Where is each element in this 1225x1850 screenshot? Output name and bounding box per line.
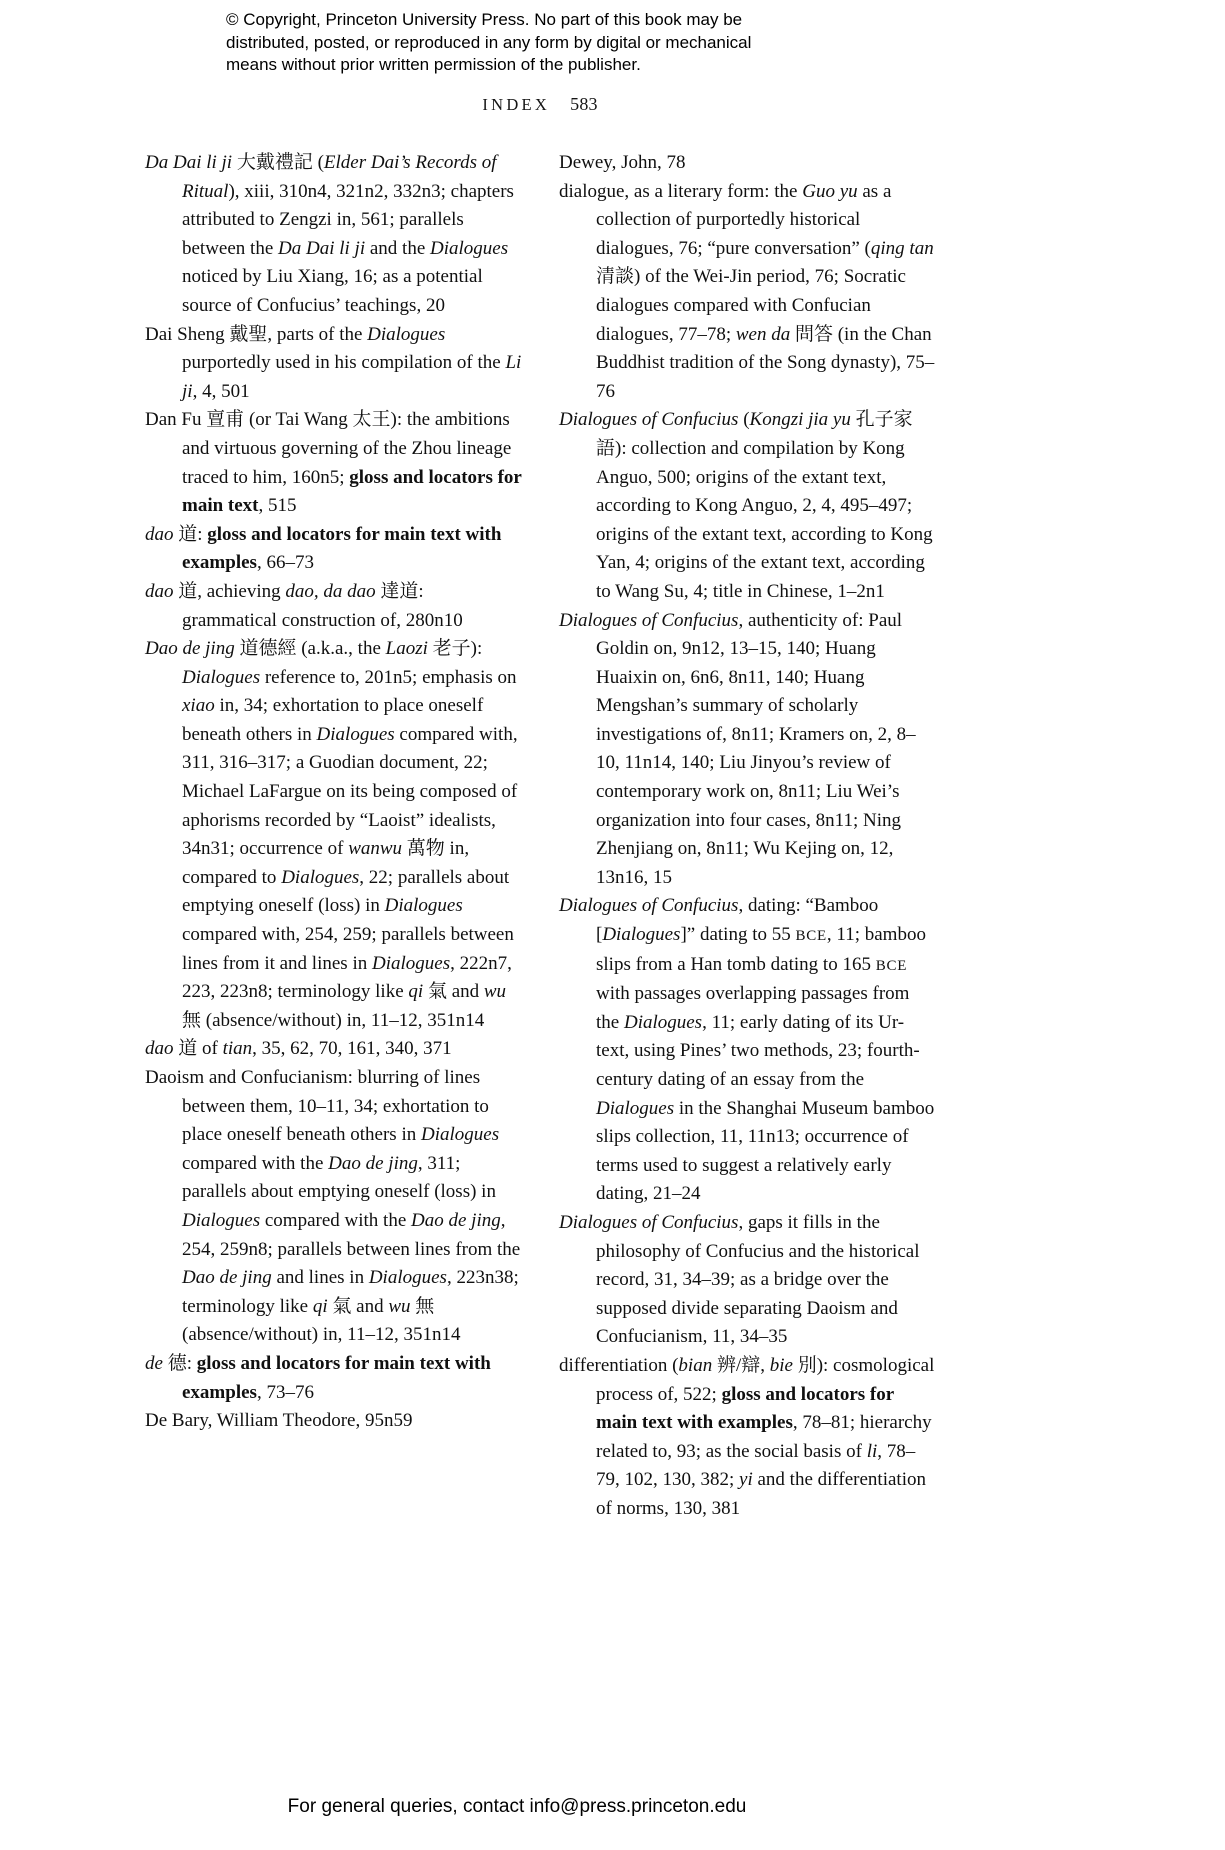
- copyright-notice: [226, 9, 751, 77]
- page-number: 583: [570, 94, 598, 114]
- index-entry: Dialogues of Confucius, dating: “Bamboo [Dialogues]” dating to 55 BCE, 11; bamboo slips from a Han tomb dating to 165 BCE with passages overlapping passages from the Dialogues, 11; early dating of its Ur-text, using Pines’ two methods, 23; fourth-century dating of an essay from the Dialogues in the Shanghai Museum bamboo slips collection, 11, 11n13; occurrence of terms used to suggest a relatively early dating, 21–24: [559, 895, 935, 1205]
- index-entry: Dewey, John, 78: [559, 152, 686, 173]
- index-column-right: [559, 149, 937, 1524]
- index-entry: differentiation (bian 辨/辯, bie 別): cosmological process of, 522; gloss and locators for main text with examples, 78–81; hierarchy related to, 93; as the social basis of li, 78–79, 102, 130, 382; yi and the differentiation of norms, 130, 381: [559, 1354, 935, 1519]
- index-title: INDEX: [482, 95, 551, 114]
- index-columns: [145, 149, 937, 1524]
- index-entry: Dai Sheng 戴聖, parts of the Dialogues purportedly used in his compilation of the Li ji, 4, 501: [145, 323, 522, 402]
- index-entry: Dao de jing 道德經 (a.k.a., the Laozi 老子): Dialogues reference to, 201n5; emphasis on xiao in, 34; exhortation to place oneself beneath others in Dialogues compared with, 311, 316–317; a Guodian document, 22; Michael LaFargue on its being composed of aphorisms recorded by “Laoist” idealists, 34n31; occurrence of wanwu 萬物 in, compared to Dialogues, 22; parallels about emptying oneself (loss) in Dialogues compared with, 254, 259; parallels between lines from it and lines in Dialogues, 222n7, 223, 223n8; terminology like qi 氣 and wu 無 (absence/without) in, 11–12, 351n14: [145, 638, 518, 1031]
- index-entry: De Bary, William Theodore, 95n59: [145, 1410, 413, 1432]
- index-entry: dao 道, achieving dao, da dao 達道: grammatical construction of, 280n10: [145, 580, 463, 631]
- index-entry: dao 道: gloss and locators for main text with examples, 66–73: [145, 523, 502, 574]
- index-entry: Dialogues of Confucius, authenticity of: Paul Goldin on, 9n12, 13–15, 140; Huang Huaixin on, 6n6, 8n11, 140; Huang Mengshan’s summary of scholarly investigations of, 8n11; Kramers on, 2, 8–10, 11n14, 140; Liu Jinyou’s review of contemporary work on, 8n11; Liu Wei’s organization into four cases, 8n11; Ning Zhenjiang on, 8n11; Wu Kejing on, 12, 13n16, 15: [559, 609, 916, 888]
- copyright-line: distributed, posted, or reproduced in any form by digital or mechanical: [226, 32, 752, 52]
- index-entry: Dialogues of Confucius, gaps it fills in the philosophy of Confucius and the historical record, 31, 34–39; as a bridge over the supposed divide separating Daoism and Confucianism, 11, 34–35: [559, 1211, 920, 1348]
- running-head: [145, 94, 935, 115]
- index-entry: de 德: gloss and locators for main text with examples, 73–76: [145, 1352, 491, 1403]
- index-entry: Dan Fu 亶甫 (or Tai Wang 太王): the ambitions and virtuous governing of the Zhou lineage traced to him, 160n5; gloss and locators for main text, 515: [145, 409, 522, 517]
- index-column-left: [145, 149, 523, 1524]
- footer-contact: For general queries, contact info@press.princeton.edu: [287, 1796, 747, 1817]
- index-entry: dao 道 of tian, 35, 62, 70, 161, 340, 371: [145, 1038, 452, 1060]
- index-entry: Dialogues of Confucius (Kongzi jia yu 孔子家語): collection and compilation by Kong Anguo, 500; origins of the extant text, according to Kong Anguo, 2, 4, 495–497; origins of the extant text, according to Kong Yan, 4; origins of the extant text, according to Wang Su, 4; title in Chinese, 1–2n1: [559, 409, 933, 602]
- copyright-line: means without prior written permission of the publisher.: [226, 55, 641, 74]
- index-entry: Da Dai li ji 大戴禮記 (Elder Dai’s Records of Ritual), xiii, 310n4, 321n2, 332n3; chapters attributed to Zengzi in, 561; parallels between the Da Dai li ji and the Dialogues noticed by Liu Xiang, 16; as a potential source of Confucius’ teachings, 20: [145, 152, 514, 316]
- index-entry: Daoism and Confucianism: blurring of lines between them, 10–11, 34; exhortation to place oneself beneath others in Dialogues compared with the Dao de jing, 311; parallels about emptying oneself (loss) in Dialogues compared with the Dao de jing, 254, 259n8; parallels between lines from the Dao de jing and lines in Dialogues, 223n38; terminology like qi 氣 and wu 無 (absence/without) in, 11–12, 351n14: [145, 1067, 521, 1346]
- copyright-line: © Copyright, Princeton University Press. No part of this book may be: [226, 10, 743, 29]
- index-entry: dialogue, as a literary form: the Guo yu as a collection of purportedly historical dialogues, 76; “pure conversation” (qing tan 清談) of the Wei-Jin period, 76; Socratic dialogues compared with Confucian dialogues, 77–78; wen da 問答 (in the Chan Buddhist tradition of the Song dynasty), 75–76: [559, 180, 935, 402]
